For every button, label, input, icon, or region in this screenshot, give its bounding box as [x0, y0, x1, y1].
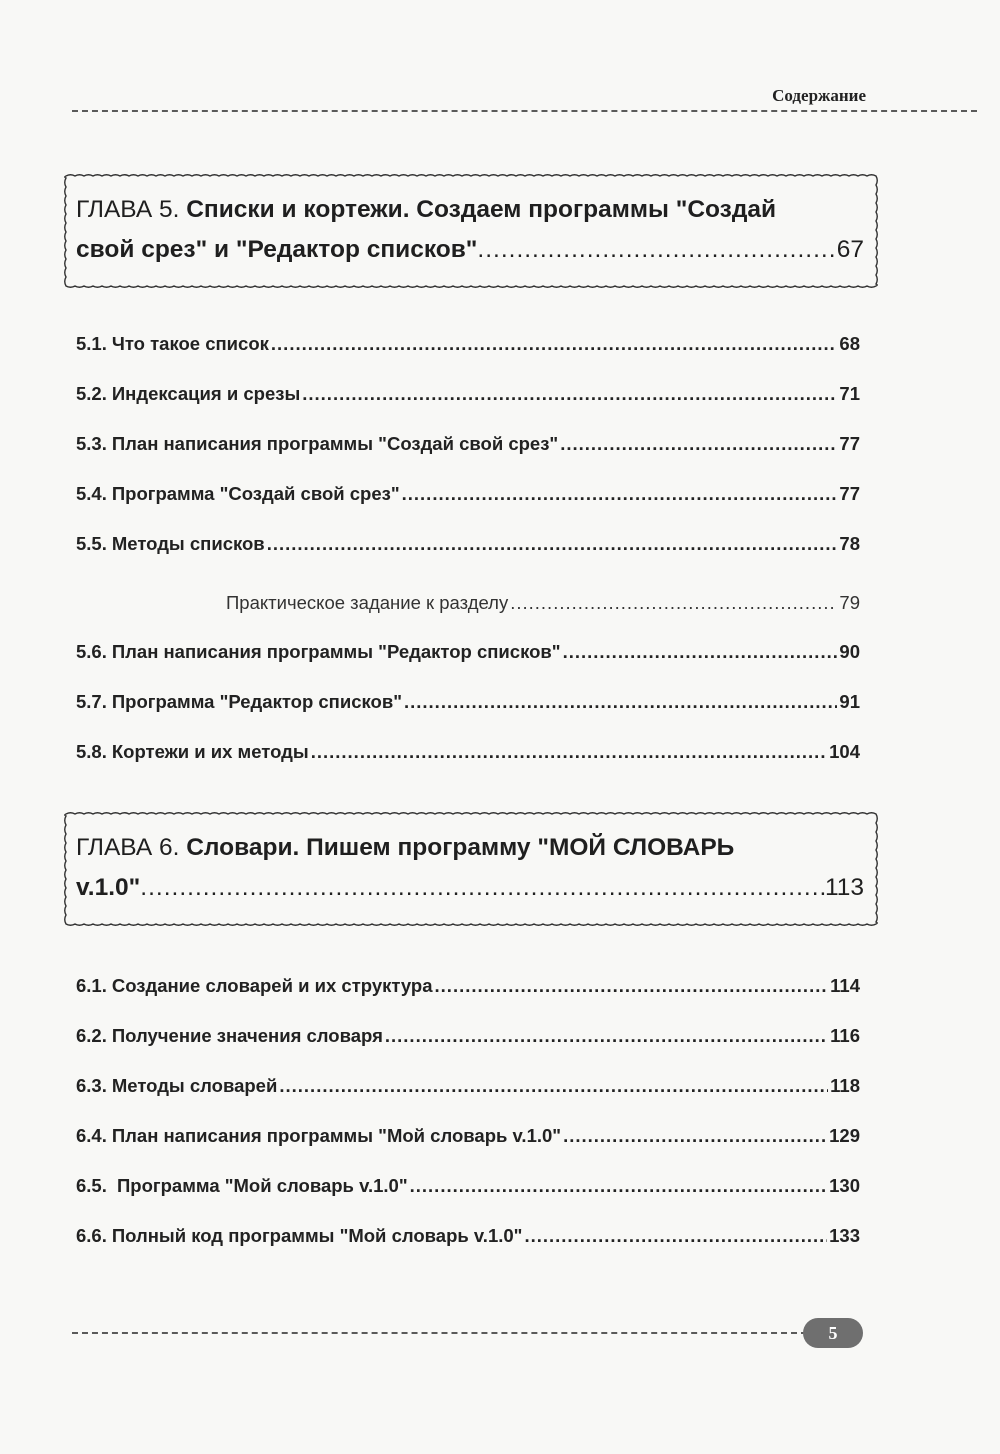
section-number: 5.8. — [76, 741, 107, 762]
leader-dots — [271, 333, 838, 355]
toc-row-5-5[interactable] — [76, 533, 860, 555]
chapter-6-title-part-2: v.1.0" — [76, 874, 141, 901]
leader-dots — [404, 691, 837, 713]
page-number-badge: 5 — [803, 1318, 863, 1348]
section-title: Практическое задание к разделу — [226, 592, 509, 613]
toc-row-5-3[interactable] — [76, 433, 860, 455]
section-number: 6.6. — [76, 1225, 107, 1246]
chapter-5-title-part-2: свой срез" и "Редактор списков" — [76, 236, 478, 263]
section-title: Полный код программы "Мой словарь v.1.0" — [111, 1225, 523, 1246]
toc-row-6-2[interactable] — [76, 1025, 860, 1047]
section-number: 5.3. — [76, 433, 107, 454]
section-title: Методы словарей — [111, 1075, 278, 1096]
section-page: 77 — [839, 433, 860, 454]
section-page: 118 — [830, 1075, 860, 1096]
leader-dots — [524, 1225, 827, 1247]
section-number: 6.4. — [76, 1125, 107, 1146]
section-title: План написания программы "Создай свой срез" — [111, 433, 559, 454]
section-number: 6.1. — [76, 975, 107, 996]
leader-dots — [311, 741, 827, 763]
chapter-6-label: ГЛАВА 6. — [76, 834, 180, 861]
toc-row-5-1[interactable] — [76, 333, 860, 355]
page-header-title: Содержание — [772, 86, 866, 105]
section-title: Кортежи и их методы — [111, 741, 309, 762]
section-title: Программа "Мой словарь v.1.0" — [111, 1175, 408, 1196]
section-number: 5.4. — [76, 483, 107, 504]
chapter-6-title-part-1: Словари. Пишем программу "МОЙ СЛОВАРЬ — [186, 834, 735, 861]
chapter-5-line-2 — [76, 230, 864, 270]
leader-dots — [402, 483, 838, 505]
section-number: 5.1. — [76, 333, 107, 354]
section-title: Получение значения словаря — [111, 1025, 383, 1046]
toc-row-5-4[interactable] — [76, 483, 860, 505]
leader-dots — [279, 1075, 828, 1097]
section-title: Индексация и срезы — [111, 383, 301, 404]
leader-dots — [563, 1125, 827, 1147]
toc-row-6-5[interactable] — [76, 1175, 860, 1197]
section-title: Что такое список — [111, 333, 269, 354]
section-number: 6.2. — [76, 1025, 107, 1046]
section-title: План написания программы "Мой словарь v.1.0" — [111, 1125, 562, 1146]
chapter-5-page: 67 — [836, 236, 864, 263]
section-title: Программа "Редактор списков" — [111, 691, 402, 712]
toc-row-practice[interactable] — [226, 592, 860, 614]
leader-dots — [477, 230, 836, 270]
section-page: 116 — [830, 1025, 860, 1046]
section-page: 133 — [829, 1225, 860, 1246]
section-page: 129 — [829, 1125, 860, 1146]
section-page: 79 — [839, 592, 860, 613]
section-page: 91 — [839, 691, 860, 712]
chapter-6-line-1 — [76, 828, 864, 868]
leader-dots — [302, 383, 837, 405]
section-title: Программа "Создай свой срез" — [111, 483, 400, 504]
section-title: План написания программы "Редактор списков" — [111, 641, 561, 662]
section-page: 77 — [839, 483, 860, 504]
footer-divider — [72, 1332, 807, 1334]
chapter-6-line-2 — [76, 868, 864, 908]
leader-dots — [435, 975, 829, 997]
chapter-5-title-part-1: Списки и кортежи. Создаем программы "Создай — [186, 196, 777, 223]
section-page: 68 — [839, 333, 860, 354]
leader-dots — [140, 868, 825, 908]
section-page: 130 — [829, 1175, 860, 1196]
chapter-5-line-1 — [76, 190, 864, 230]
section-page: 71 — [839, 383, 860, 404]
section-number: 5.2. — [76, 383, 107, 404]
section-page: 114 — [830, 975, 860, 996]
chapter-5-label: ГЛАВА 5. — [76, 196, 180, 223]
header-divider — [72, 110, 977, 112]
leader-dots — [385, 1025, 828, 1047]
leader-dots — [410, 1175, 828, 1197]
section-page: 78 — [839, 533, 860, 554]
chapter-6-box — [62, 810, 880, 928]
toc-row-5-2[interactable] — [76, 383, 860, 405]
toc-row-5-7[interactable] — [76, 691, 860, 713]
leader-dots — [510, 592, 837, 614]
toc-row-6-3[interactable] — [76, 1075, 860, 1097]
section-page: 104 — [829, 741, 860, 762]
leader-dots — [267, 533, 838, 555]
toc-row-6-1[interactable] — [76, 975, 860, 997]
section-page: 90 — [839, 641, 860, 662]
chapter-6-page: 113 — [824, 874, 864, 901]
toc-row-6-6[interactable] — [76, 1225, 860, 1247]
section-number: 6.3. — [76, 1075, 107, 1096]
toc-row-6-4[interactable] — [76, 1125, 860, 1147]
section-number: 5.7. — [76, 691, 107, 712]
toc-row-5-8[interactable] — [76, 741, 860, 763]
section-number: 5.5. — [76, 533, 107, 554]
leader-dots — [560, 433, 837, 455]
leader-dots — [563, 641, 838, 663]
section-title: Создание словарей и их структура — [111, 975, 433, 996]
chapter-5-box — [62, 172, 880, 290]
section-title: Методы списков — [111, 533, 265, 554]
section-number: 6.5. — [76, 1175, 107, 1196]
section-number: 5.6. — [76, 641, 107, 662]
toc-row-5-6[interactable] — [76, 641, 860, 663]
